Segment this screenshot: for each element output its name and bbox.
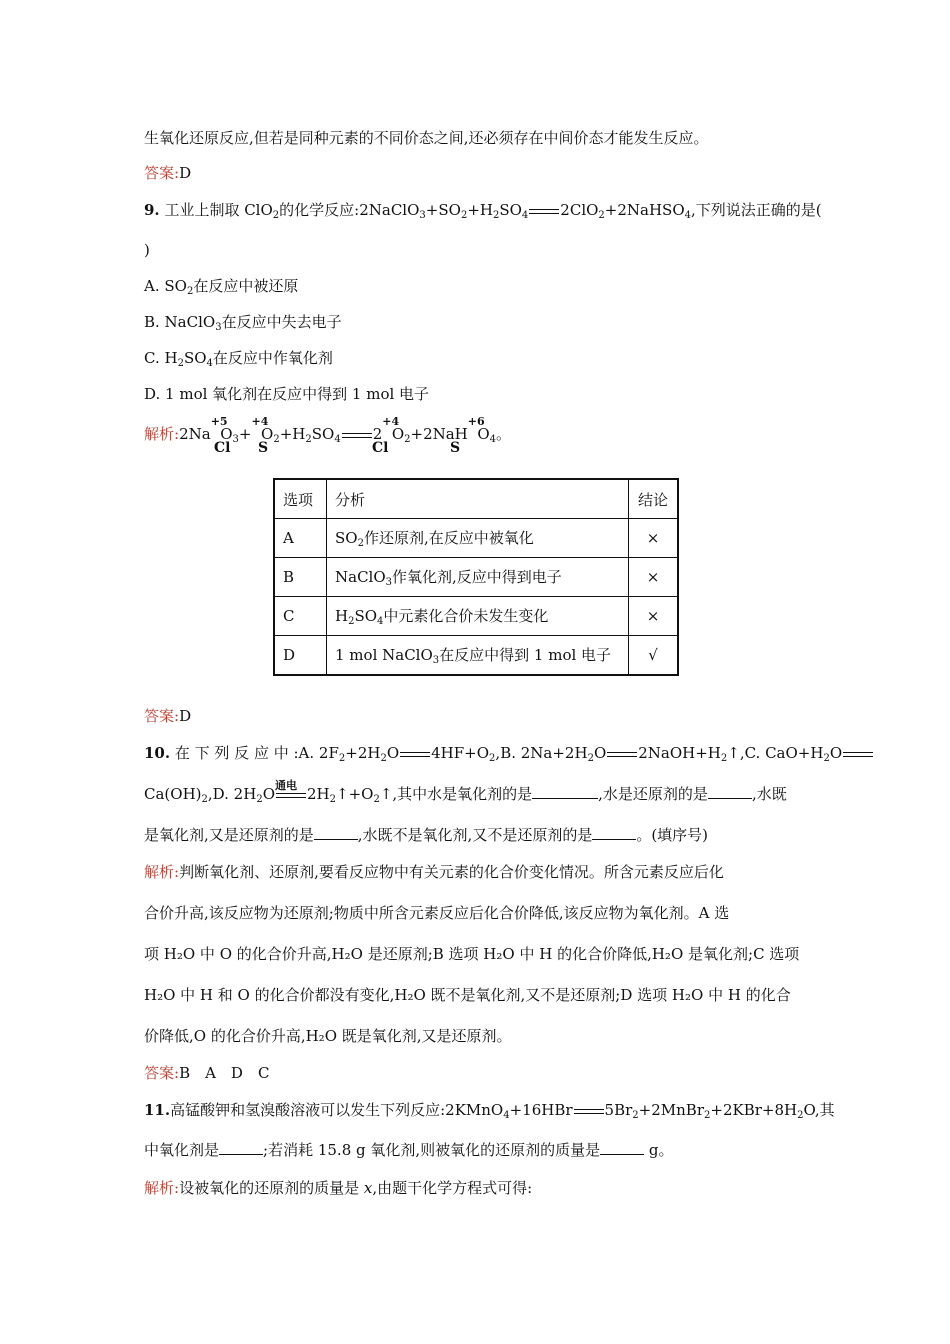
option-a: A. $SO_2$在反应中被还原 (144, 277, 299, 297)
answer-blank[interactable] (532, 784, 598, 799)
answer-blank[interactable] (600, 1140, 644, 1155)
q9-stem-close: ) (144, 241, 150, 259)
q10-line-2: $Ca(OH)_2,D$. $2H_2O$ 通电 $2H_2↑+O_2↑$,其中水是氧化剂的是 ,水是还原剂的是 ,水既 (144, 784, 787, 810)
table-header-cell: 选项 (274, 479, 327, 519)
q11-analysis: 解析:设被氧化的还原剂的质量是 x,由题干化学方程式可得: (144, 1179, 533, 1197)
element-label: Cl (214, 440, 231, 456)
table-row: D 1 mol NaClO$_3$在反应中得到 1 mol 电子 √ (274, 636, 678, 676)
answer-blank[interactable] (314, 825, 358, 840)
electrolysis-label: 通电 (275, 779, 297, 792)
option-c: C. $H_2SO_4$在反应中作氧化剂 (144, 349, 333, 369)
intro-line: 生氧化还原反应,但若是同种元素的不同价态之间,还必须存在中间价态才能发生反应。 (144, 129, 709, 147)
element-label: Cl (372, 440, 389, 456)
q10-analysis-3: 项 H₂O 中 O 的化合价升高,H₂O 是还原剂;B 选项 H₂O 中 H 的化合价降低,H₂O 是氧化剂;C 选项 (144, 945, 800, 963)
answer-blank[interactable] (219, 1140, 263, 1155)
q10-line-3: 是氧化剂,又是还原剂的是 ,水既不是氧化剂,又不是还原剂的是 。(填序号) (144, 826, 709, 844)
table-row: A $SO_2$作还原剂,在反应中被氧化 × (274, 519, 678, 558)
q11-line-1: 11.高锰酸钾和氢溴酸溶液可以发生下列反应:2KMnO$_4$+16HBr $5Br_2+2MnBr_2+2KBr+8H_2O$,其 (144, 1101, 835, 1121)
answer-blank[interactable] (592, 825, 636, 840)
element-label: S (450, 440, 461, 456)
answer-value: D (179, 164, 192, 182)
table-row: C $H_2SO_4$中元素化合价未发生变化 × (274, 597, 678, 636)
q10-analysis-2: 合价升高,该反应物为还原剂;物质中所含元素反应后化合价降低,该反应物为氧化剂。A 选 (144, 904, 730, 922)
q9-analysis-equation: 解析:2Na +5 $O_3+$ +4 $O_2+H_2SO_4$ 2 +4 $O_2+2NaH$ +6 $O_4$。 (144, 415, 512, 445)
q9-answer: 答案:D (144, 707, 192, 725)
q10-line-1: 10. 在 下 列 反 应 中 :A. $2F_2+2H_2O$ $4HF+O_2,B$. $2Na+2H_2O$ $2NaOH+H_2↑,C$. $CaO+H_2O$ (144, 743, 874, 769)
table-header-cell: 分析 (327, 479, 629, 519)
q10-analysis-1: 解析:判断氧化剂、还原剂,要看反应物中有关元素的化合价变化情况。所含元素反应后化 (144, 863, 724, 881)
table-header-row (274, 479, 678, 519)
option-b: B. NaClO$_3$在反应中失去电子 (144, 313, 342, 333)
answer-label: 答案: (144, 164, 180, 182)
analysis-table (273, 478, 679, 676)
equals-sign (529, 209, 559, 214)
q11-line-2: 中氧化剂是 ;若消耗 15.8 g 氧化剂,则被氧化的还原剂的质量是 g。 (144, 1141, 674, 1159)
question-number: 9. (144, 201, 160, 219)
q10-answer: 答案:B A D C (144, 1064, 270, 1082)
q10-analysis-4: H₂O 中 H 和 O 的化合价都没有变化,H₂O 既不是氧化剂,又不是还原剂;D 选项 H₂O 中 H 的化合 (144, 986, 791, 1004)
element-label: S (258, 440, 269, 456)
option-d: D. 1 mol 氧化剂在反应中得到 1 mol 电子 (144, 385, 430, 403)
q9-stem: 9. 工业上制取 ClO$_2$的化学反应$:2NaClO_3+SO_2+H_2SO_4$ 2ClO$_2$+2NaHSO$_4$,下列说法正确的是( (144, 201, 822, 221)
q10-analysis-5: 价降低,O 的化合价升高,H₂O 既是氧化剂,又是还原剂。 (144, 1027, 512, 1045)
q8-answer (144, 163, 191, 183)
answer-blank[interactable] (708, 784, 752, 799)
table-header-cell: 结论 (629, 479, 679, 519)
table-row: B NaClO$_3$作氧化剂,反应中得到电子 × (274, 558, 678, 597)
